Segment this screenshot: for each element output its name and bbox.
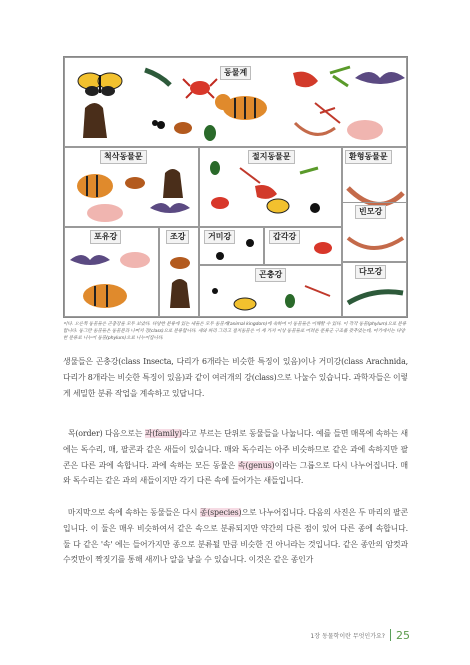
worm-icon xyxy=(295,123,335,134)
grasshopper-icon xyxy=(330,67,350,86)
crab-icon xyxy=(314,242,332,254)
tiger-icon xyxy=(215,94,267,120)
arthropod-illustrations xyxy=(200,148,342,227)
label-crustaceans: 갑각강 xyxy=(269,230,300,244)
label-arthropods: 절지동물문 xyxy=(248,150,295,164)
label-polychaeta: 다모강 xyxy=(355,265,386,279)
crustacean-illustrations xyxy=(265,228,342,265)
term-genus: 속(genus) xyxy=(237,460,275,470)
tiger-icon xyxy=(83,284,127,308)
vertebrates-box xyxy=(64,147,199,227)
butterfly-icon xyxy=(267,199,289,213)
insects-box xyxy=(199,265,342,317)
millipedes-box xyxy=(342,262,407,317)
ant-icon xyxy=(152,120,165,129)
label-oligochaeta: 빈모강 xyxy=(355,205,386,219)
scorpion-icon xyxy=(216,252,224,260)
insect-illustrations xyxy=(200,266,342,317)
arachnids-box xyxy=(199,227,264,265)
centipede-icon xyxy=(145,70,170,85)
pig-icon xyxy=(120,252,150,268)
bird-icon xyxy=(125,177,145,189)
label-insects: 곤충강 xyxy=(255,268,286,282)
vertebrate-illustrations xyxy=(65,148,199,227)
arachnid-illustrations xyxy=(200,228,264,265)
crab-icon xyxy=(211,197,229,209)
paragraph-3-text-b: 으로 나누어집니다. 다음의 사진은 두 마리의 팔콘입니다. 이 둘은 매우 비슷하여서 같은 속으로 분류되지만 약간의 다른 점이 있어 다른 종에 속합니다. 둘 다 같은 '속' 에는 들어가지만 종으로 분류될 만큼 비슷한 건 아니라는 것입니다. 같은 종안의 암컷과 수컷만이 짝짓기를 통해 새끼나 알을 낳을 수 있습니다. 이것은 같은 종인가 xyxy=(63,508,408,565)
crustaceans-box xyxy=(264,227,342,265)
grasshopper-icon xyxy=(300,168,318,173)
paragraph-2-text-c: 이라는 그룹으로 다시 나누어집니다. 매와 독수리는 같은 과의 새들이지만 각기 다른 속에 들어가는 새들입니다. xyxy=(63,460,408,486)
kingdom-box xyxy=(64,57,407,147)
bird-illustrations xyxy=(160,228,199,317)
paragraph-2 xyxy=(63,426,408,489)
tiger-icon xyxy=(77,174,113,198)
eagle-icon xyxy=(170,279,190,308)
birds-box xyxy=(159,227,199,317)
eagle-icon xyxy=(83,103,107,138)
animal-illustrations-top xyxy=(65,58,407,147)
label-mammals: 포유강 xyxy=(90,230,121,244)
footer-divider xyxy=(390,629,391,641)
bat-icon xyxy=(70,255,110,265)
spider-icon xyxy=(246,239,254,247)
centipede-icon xyxy=(348,292,403,303)
label-annelids: 환형동물문 xyxy=(345,150,392,164)
dragonfly-icon xyxy=(315,103,340,123)
paragraph-1: 생물들은 곤충강(class Insecta, 다리가 6개라는 비슷한 특징이 있음)이나 거미강(class Arachnida, 다리가 8개라는 비슷한 특징이 있음)과 같이 여러개의 강(class)으로 나눌수 있습니다. 과학자들은 이렇게 세밀한 분류 작업을 계속하고 있답니다. xyxy=(63,357,408,398)
label-vertebrates: 척삭동물문 xyxy=(100,150,147,164)
label-birds: 조강 xyxy=(166,230,189,244)
bird-icon xyxy=(170,257,190,269)
term-species: 종(species) xyxy=(199,508,242,517)
chapter-title: 1장 동물학이란 무엇인가요? xyxy=(310,632,385,640)
bat-icon xyxy=(355,72,405,84)
beetle-icon xyxy=(204,125,216,141)
dragonfly-icon xyxy=(305,286,330,296)
pig-icon xyxy=(347,120,383,140)
term-family: 과(family) xyxy=(144,429,182,438)
page-footer xyxy=(300,628,410,642)
beetle-icon xyxy=(210,161,220,175)
polychaeta-illustration xyxy=(343,263,407,317)
page-number: 25 xyxy=(396,628,410,642)
paragraph-3-text-a: 마지막으로 속에 속하는 동물들은 다시 xyxy=(67,508,200,517)
spider-icon xyxy=(310,203,320,213)
eagle-icon xyxy=(163,169,183,198)
butterfly-icon xyxy=(78,73,122,96)
beetle-icon xyxy=(285,294,295,308)
label-arachnids: 거미강 xyxy=(204,230,235,244)
arthropods-box xyxy=(199,147,342,227)
mammal-illustrations xyxy=(65,228,159,317)
dragonfly-icon xyxy=(240,168,260,183)
oligochaeta-illustration xyxy=(343,203,407,262)
bat-icon xyxy=(150,203,190,213)
pig-icon xyxy=(87,204,123,222)
label-animal-kingdom: 동물계 xyxy=(220,66,251,80)
paragraph-3 xyxy=(63,505,408,568)
shrimp-icon xyxy=(293,72,318,88)
paragraph-2-text-b: 라고 부르는 단위로 동물들을 나눕니다. 예를 들면 매목에 속하는 새에는 독수리, 매, 팔콘과 같은 새들이 있습니다. 매와 독수리는 아주 비슷하므로 같은 과에 속하지만 팔콘은 다른 과에 속합니다. 과에 속하는 모든 동물은 xyxy=(63,429,408,470)
figure-caption: 이다. 오른쪽 동물들은 곤충강을 모두 보았다. 다양한 분류에 있는 새들은 모두 동물계(animal kingdom)에 속하여 이 동물들은 이해할 수 있다. 이 각각 동물(phylum)으로 분류합니다. 동그란 동물들은 동물문과 나머지 강(class)으로 분류합니다. 새와 파리 그리고 절지동물은 이 세 가지 이상 동물들로 어려운 분류군 구조를 갖추었는데, 여기에서는 다양한 분류로 나누어 동물(phylum)으로 나누어집니다. xyxy=(63,322,407,341)
crab-icon xyxy=(183,79,217,98)
ant-icon xyxy=(212,288,218,294)
bird-icon xyxy=(174,122,192,134)
paragraph-2-text-a: 목(order) 다음으로는 xyxy=(67,429,145,438)
earthworm-icon xyxy=(348,238,403,248)
butterfly-icon xyxy=(234,298,256,310)
mammals-box xyxy=(64,227,159,317)
shrimp-icon xyxy=(255,185,277,199)
taxonomy-figure xyxy=(63,56,408,318)
centipedes-box xyxy=(342,202,407,262)
